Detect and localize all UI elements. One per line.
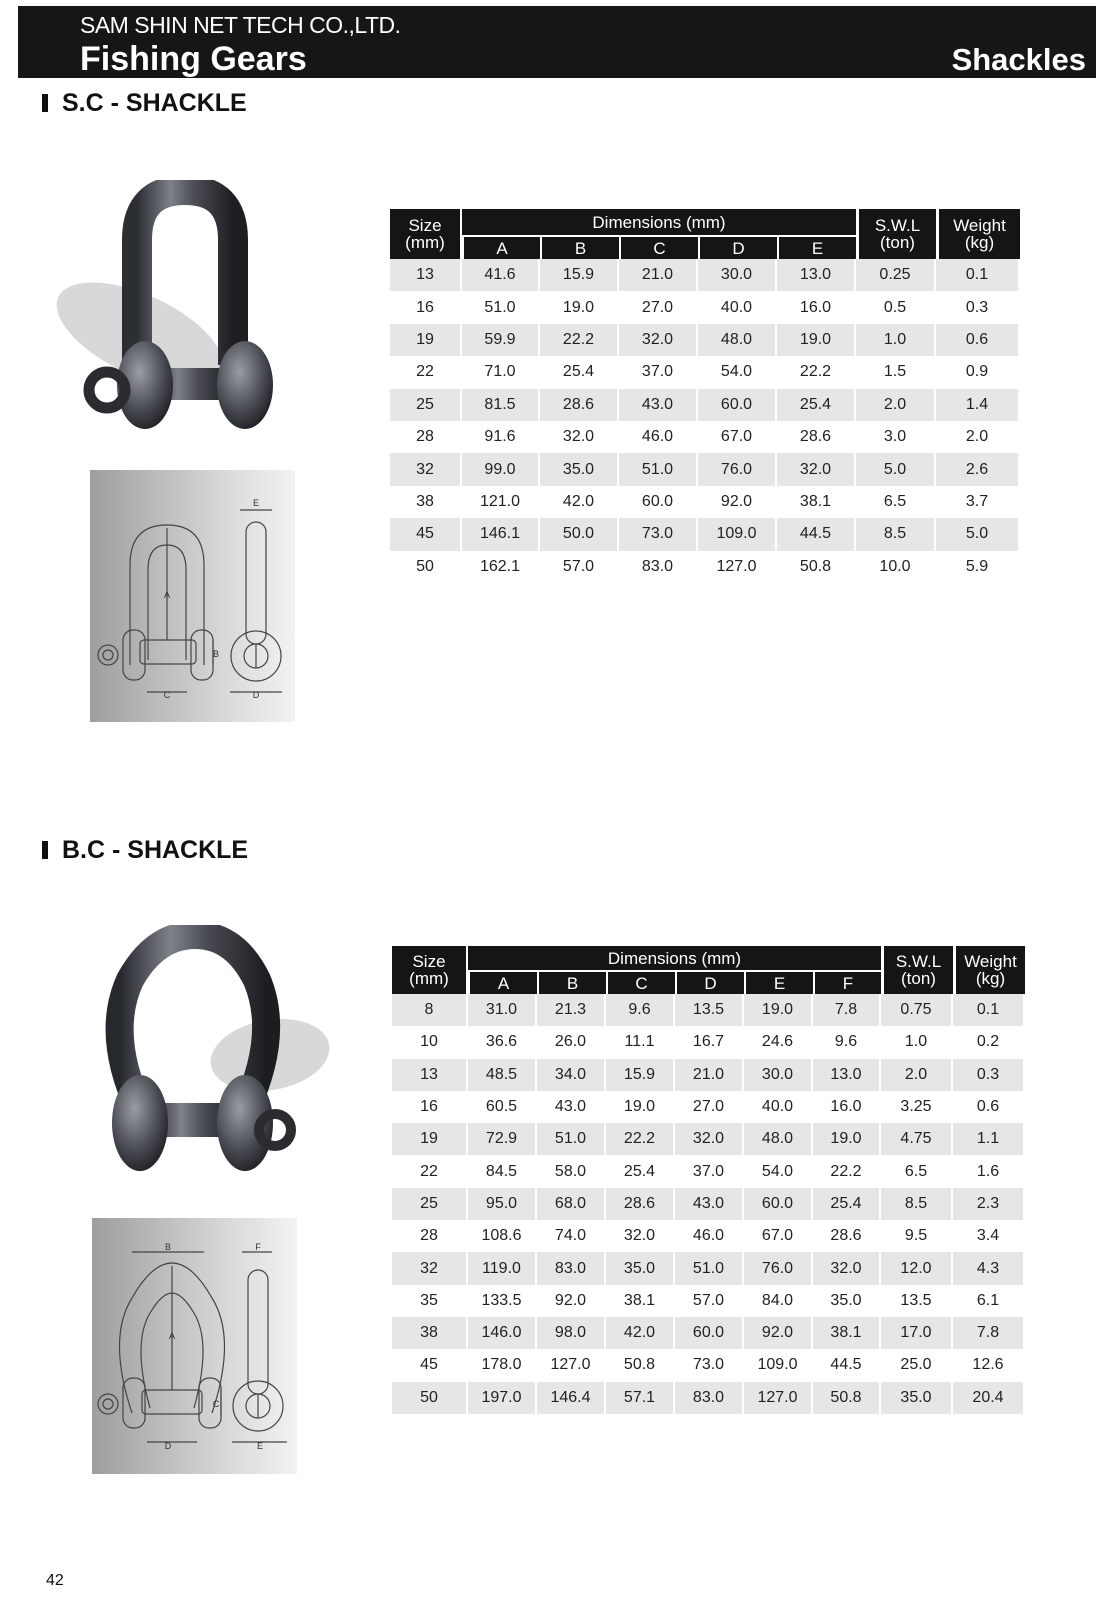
- table-cell: 119.0: [468, 1252, 537, 1284]
- table-cell: 15.9: [606, 1059, 675, 1091]
- table-cell: 35.0: [606, 1252, 675, 1284]
- table-cell: 67.0: [744, 1220, 813, 1252]
- table-cell: 21.0: [675, 1059, 744, 1091]
- table-cell: 43.0: [675, 1188, 744, 1220]
- table-cell: 46.0: [675, 1220, 744, 1252]
- table-cell: 42.0: [606, 1317, 675, 1349]
- table-cell: 68.0: [537, 1188, 606, 1220]
- table-cell: 54.0: [698, 356, 777, 388]
- table-cell: 8.5: [881, 1188, 953, 1220]
- table-cell: 0.75: [881, 994, 953, 1026]
- table-cell: 22.2: [777, 356, 856, 388]
- table-cell: 178.0: [468, 1349, 537, 1381]
- section-title: Shackles: [951, 42, 1086, 77]
- table-cell: 30.0: [698, 259, 777, 291]
- bc-column-header: C: [606, 970, 675, 994]
- heading-bar-icon: [42, 841, 48, 859]
- bc-table-body: [392, 994, 1025, 1414]
- table-cell: 25.4: [777, 389, 856, 421]
- table-cell: 99.0: [462, 453, 540, 485]
- table-cell: 41.6: [462, 259, 540, 291]
- table-cell: 54.0: [744, 1155, 813, 1187]
- table-row: [390, 324, 1020, 356]
- table-cell: 57.0: [675, 1285, 744, 1317]
- table-cell: 1.6: [953, 1155, 1025, 1187]
- table-cell: 2.0: [936, 421, 1020, 453]
- table-cell: 0.3: [953, 1059, 1025, 1091]
- table-cell: 71.0: [462, 356, 540, 388]
- table-row: [390, 389, 1020, 421]
- table-cell: 108.6: [468, 1220, 537, 1252]
- bc-diagram-label-e: E: [256, 1441, 264, 1451]
- table-cell: 50: [392, 1382, 468, 1414]
- table-cell: 13: [390, 259, 462, 291]
- table-cell: 109.0: [744, 1349, 813, 1381]
- table-cell: 48.0: [744, 1123, 813, 1155]
- table-cell: 50.8: [813, 1382, 881, 1414]
- table-cell: 19.0: [540, 291, 619, 323]
- table-cell: 1.4: [936, 389, 1020, 421]
- table-cell: 92.0: [744, 1317, 813, 1349]
- table-cell: 50.8: [777, 551, 856, 583]
- table-cell: 13.0: [813, 1059, 881, 1091]
- table-cell: 25: [390, 389, 462, 421]
- table-cell: 8: [392, 994, 468, 1026]
- table-cell: 162.1: [462, 551, 540, 583]
- table-cell: 25.4: [540, 356, 619, 388]
- table-row: [392, 1317, 1025, 1349]
- table-cell: 74.0: [537, 1220, 606, 1252]
- table-cell: 10: [392, 1026, 468, 1058]
- table-cell: 51.0: [675, 1252, 744, 1284]
- table-cell: 59.9: [462, 324, 540, 356]
- table-row: [392, 1188, 1025, 1220]
- table-cell: 146.1: [462, 518, 540, 550]
- table-cell: 6.5: [856, 486, 936, 518]
- bc-shackle-heading-text: B.C - SHACKLE: [62, 836, 249, 864]
- table-cell: 81.5: [462, 389, 540, 421]
- sc-shackle-heading: [42, 89, 247, 118]
- bc-diagram-label-f: F: [255, 1242, 261, 1252]
- table-cell: 32: [392, 1252, 468, 1284]
- table-cell: 25.0: [881, 1349, 953, 1381]
- table-cell: 98.0: [537, 1317, 606, 1349]
- table-cell: 91.6: [462, 421, 540, 453]
- bc-column-header: B: [537, 970, 606, 994]
- table-row: [392, 994, 1025, 1026]
- table-cell: 4.3: [953, 1252, 1025, 1284]
- page-number: 42: [46, 1572, 64, 1589]
- bc-dimensions-header: Dimensions (mm): [468, 946, 881, 970]
- table-cell: 48.5: [468, 1059, 537, 1091]
- sc-shackle-diagram: [90, 470, 295, 722]
- table-row: [392, 1285, 1025, 1317]
- table-cell: 92.0: [698, 486, 777, 518]
- table-cell: 26.0: [537, 1026, 606, 1058]
- bc-diagram-label-b: B: [164, 1242, 172, 1252]
- table-row: [392, 1382, 1025, 1414]
- sc-weight-header: [936, 209, 1020, 259]
- page-header: [18, 6, 1096, 78]
- bc-weight-unit: (kg): [975, 969, 1006, 988]
- table-cell: 22.2: [813, 1155, 881, 1187]
- bc-weight-label: Weight: [964, 952, 1017, 971]
- table-cell: 5.9: [936, 551, 1020, 583]
- table-cell: 2.3: [953, 1188, 1025, 1220]
- table-cell: 83.0: [619, 551, 698, 583]
- table-cell: 0.2: [953, 1026, 1025, 1058]
- table-cell: 51.0: [537, 1123, 606, 1155]
- sc-column-header: A: [462, 235, 540, 259]
- table-cell: 28: [392, 1220, 468, 1252]
- sc-table-body: [390, 259, 1020, 583]
- bc-column-header: A: [468, 970, 537, 994]
- table-cell: 9.5: [881, 1220, 953, 1252]
- table-cell: 40.0: [698, 291, 777, 323]
- table-cell: 8.5: [856, 518, 936, 550]
- table-cell: 19: [390, 324, 462, 356]
- table-cell: 28.6: [606, 1188, 675, 1220]
- table-cell: 60.0: [619, 486, 698, 518]
- table-cell: 25.4: [606, 1155, 675, 1187]
- table-cell: 92.0: [537, 1285, 606, 1317]
- table-cell: 4.75: [881, 1123, 953, 1155]
- table-cell: 121.0: [462, 486, 540, 518]
- sc-swl-unit: (ton): [880, 233, 915, 252]
- sc-diagram-label-a: A: [163, 590, 171, 600]
- sc-column-header: C: [619, 235, 698, 259]
- table-cell: 1.1: [953, 1123, 1025, 1155]
- sc-column-header: B: [540, 235, 619, 259]
- table-cell: 0.25: [856, 259, 936, 291]
- table-cell: 83.0: [537, 1252, 606, 1284]
- table-row: [390, 518, 1020, 550]
- table-cell: 35.0: [813, 1285, 881, 1317]
- table-cell: 127.0: [537, 1349, 606, 1381]
- table-cell: 9.6: [606, 994, 675, 1026]
- bc-shackle-diagram: [92, 1218, 297, 1474]
- sc-weight-label: Weight: [953, 216, 1006, 235]
- table-row: [392, 1091, 1025, 1123]
- table-cell: 51.0: [619, 453, 698, 485]
- table-cell: 16: [392, 1091, 468, 1123]
- table-row: [392, 1059, 1025, 1091]
- table-cell: 28: [390, 421, 462, 453]
- table-cell: 58.0: [537, 1155, 606, 1187]
- bc-diagram-label-d: D: [164, 1441, 172, 1451]
- bc-column-header: F: [813, 970, 881, 994]
- table-cell: 83.0: [675, 1382, 744, 1414]
- table-cell: 16.0: [813, 1091, 881, 1123]
- sc-diagram-label-e: E: [252, 498, 260, 508]
- table-cell: 3.25: [881, 1091, 953, 1123]
- catalog-title: Fishing Gears: [80, 40, 307, 78]
- table-cell: 32.0: [777, 453, 856, 485]
- table-cell: 73.0: [619, 518, 698, 550]
- table-cell: 20.4: [953, 1382, 1025, 1414]
- table-row: [392, 1155, 1025, 1187]
- table-cell: 9.6: [813, 1026, 881, 1058]
- table-cell: 60.0: [698, 389, 777, 421]
- bc-size-header: [392, 946, 468, 994]
- table-cell: 32.0: [540, 421, 619, 453]
- table-cell: 1.0: [881, 1026, 953, 1058]
- table-cell: 43.0: [537, 1091, 606, 1123]
- table-cell: 60.0: [675, 1317, 744, 1349]
- company-name: SAM SHIN NET TECH CO.,LTD.: [80, 12, 401, 38]
- table-cell: 12.6: [953, 1349, 1025, 1381]
- table-cell: 25.4: [813, 1188, 881, 1220]
- table-cell: 0.9: [936, 356, 1020, 388]
- table-cell: 44.5: [777, 518, 856, 550]
- table-cell: 30.0: [744, 1059, 813, 1091]
- table-cell: 50: [390, 551, 462, 583]
- table-cell: 146.0: [468, 1317, 537, 1349]
- heading-bar-icon: [42, 94, 48, 112]
- table-cell: 16.0: [777, 291, 856, 323]
- table-cell: 32.0: [813, 1252, 881, 1284]
- sc-swl-header: [856, 209, 936, 259]
- table-cell: 0.5: [856, 291, 936, 323]
- table-cell: 22: [390, 356, 462, 388]
- table-cell: 10.0: [856, 551, 936, 583]
- table-cell: 51.0: [462, 291, 540, 323]
- sc-spec-table: [390, 209, 1020, 583]
- table-cell: 19: [392, 1123, 468, 1155]
- table-cell: 76.0: [744, 1252, 813, 1284]
- table-cell: 19.0: [606, 1091, 675, 1123]
- sc-swl-label: S.W.L: [874, 216, 921, 235]
- table-cell: 27.0: [675, 1091, 744, 1123]
- bc-diagram-label-c: C: [212, 1399, 220, 1409]
- table-cell: 127.0: [698, 551, 777, 583]
- table-row: [390, 421, 1020, 453]
- table-cell: 7.8: [953, 1317, 1025, 1349]
- table-row: [392, 1220, 1025, 1252]
- table-cell: 32.0: [619, 324, 698, 356]
- table-cell: 6.5: [881, 1155, 953, 1187]
- table-row: [390, 486, 1020, 518]
- table-cell: 0.1: [936, 259, 1020, 291]
- sc-size-unit: (mm): [405, 233, 445, 252]
- table-cell: 50.8: [606, 1349, 675, 1381]
- table-cell: 0.1: [953, 994, 1025, 1026]
- table-cell: 3.7: [936, 486, 1020, 518]
- table-cell: 21.3: [537, 994, 606, 1026]
- bc-column-header: E: [744, 970, 813, 994]
- sc-diagram-label-d: D: [252, 690, 260, 700]
- sc-size-label: Size: [408, 216, 442, 235]
- table-row: [390, 259, 1020, 291]
- table-cell: 22.2: [606, 1123, 675, 1155]
- table-cell: 31.0: [468, 994, 537, 1026]
- table-cell: 37.0: [619, 356, 698, 388]
- table-cell: 15.9: [540, 259, 619, 291]
- table-cell: 46.0: [619, 421, 698, 453]
- table-row: [390, 551, 1020, 583]
- table-cell: 45: [392, 1349, 468, 1381]
- table-cell: 43.0: [619, 389, 698, 421]
- table-cell: 60.0: [744, 1188, 813, 1220]
- bc-swl-unit: (ton): [901, 969, 936, 988]
- table-row: [390, 291, 1020, 323]
- table-cell: 35.0: [881, 1382, 953, 1414]
- table-cell: 197.0: [468, 1382, 537, 1414]
- table-cell: 45: [390, 518, 462, 550]
- table-cell: 146.4: [537, 1382, 606, 1414]
- table-cell: 32.0: [675, 1123, 744, 1155]
- bc-diagram-label-a: A: [168, 1331, 176, 1341]
- table-row: [392, 1252, 1025, 1284]
- table-cell: 6.1: [953, 1285, 1025, 1317]
- sc-size-header: [390, 209, 462, 259]
- bc-weight-header: [953, 946, 1025, 994]
- table-cell: 24.6: [744, 1026, 813, 1058]
- table-cell: 17.0: [881, 1317, 953, 1349]
- bc-swl-header: [881, 946, 953, 994]
- table-cell: 32: [390, 453, 462, 485]
- table-cell: 11.1: [606, 1026, 675, 1058]
- table-cell: 16.7: [675, 1026, 744, 1058]
- table-cell: 13.5: [675, 994, 744, 1026]
- sc-shackle-photo: [45, 180, 295, 445]
- table-cell: 27.0: [619, 291, 698, 323]
- bc-shackle-heading: [42, 836, 248, 865]
- table-cell: 48.0: [698, 324, 777, 356]
- sc-weight-unit: (kg): [964, 233, 995, 252]
- table-cell: 0.6: [953, 1091, 1025, 1123]
- table-cell: 32.0: [606, 1220, 675, 1252]
- table-cell: 57.1: [606, 1382, 675, 1414]
- table-cell: 1.0: [856, 324, 936, 356]
- table-cell: 5.0: [856, 453, 936, 485]
- table-cell: 19.0: [777, 324, 856, 356]
- table-cell: 13.5: [881, 1285, 953, 1317]
- sc-dimensions-header: Dimensions (mm): [462, 209, 856, 235]
- table-cell: 5.0: [936, 518, 1020, 550]
- table-cell: 19.0: [813, 1123, 881, 1155]
- table-cell: 25: [392, 1188, 468, 1220]
- sc-column-header: D: [698, 235, 777, 259]
- table-cell: 19.0: [744, 994, 813, 1026]
- table-cell: 22: [392, 1155, 468, 1187]
- table-row: [392, 1123, 1025, 1155]
- table-cell: 16: [390, 291, 462, 323]
- table-cell: 127.0: [744, 1382, 813, 1414]
- table-cell: 2.0: [881, 1059, 953, 1091]
- table-cell: 2.6: [936, 453, 1020, 485]
- table-cell: 0.3: [936, 291, 1020, 323]
- sc-shackle-heading-text: S.C - SHACKLE: [62, 89, 247, 117]
- bc-shackle-photo: [95, 925, 335, 1190]
- table-cell: 38.1: [813, 1317, 881, 1349]
- table-cell: 0.6: [936, 324, 1020, 356]
- bc-size-unit: (mm): [409, 969, 449, 988]
- table-cell: 57.0: [540, 551, 619, 583]
- sc-column-header: E: [777, 235, 856, 259]
- table-cell: 40.0: [744, 1091, 813, 1123]
- table-cell: 73.0: [675, 1349, 744, 1381]
- table-cell: 13: [392, 1059, 468, 1091]
- table-cell: 50.0: [540, 518, 619, 550]
- sc-diagram-label-c: C: [163, 690, 171, 700]
- table-row: [390, 453, 1020, 485]
- table-cell: 38.1: [606, 1285, 675, 1317]
- bc-column-header: D: [675, 970, 744, 994]
- table-cell: 72.9: [468, 1123, 537, 1155]
- table-cell: 21.0: [619, 259, 698, 291]
- table-cell: 12.0: [881, 1252, 953, 1284]
- table-cell: 84.0: [744, 1285, 813, 1317]
- table-row: [392, 1349, 1025, 1381]
- table-cell: 28.6: [777, 421, 856, 453]
- table-cell: 13.0: [777, 259, 856, 291]
- table-cell: 37.0: [675, 1155, 744, 1187]
- table-cell: 133.5: [468, 1285, 537, 1317]
- table-cell: 76.0: [698, 453, 777, 485]
- table-cell: 22.2: [540, 324, 619, 356]
- table-cell: 2.0: [856, 389, 936, 421]
- table-cell: 28.6: [813, 1220, 881, 1252]
- table-cell: 42.0: [540, 486, 619, 518]
- table-cell: 7.8: [813, 994, 881, 1026]
- table-cell: 38.1: [777, 486, 856, 518]
- table-cell: 38: [392, 1317, 468, 1349]
- table-row: [390, 356, 1020, 388]
- table-cell: 35: [392, 1285, 468, 1317]
- table-cell: 67.0: [698, 421, 777, 453]
- sc-diagram-label-b: B: [212, 649, 220, 659]
- table-cell: 95.0: [468, 1188, 537, 1220]
- table-cell: 28.6: [540, 389, 619, 421]
- table-cell: 1.5: [856, 356, 936, 388]
- bc-size-label: Size: [412, 952, 446, 971]
- table-row: [392, 1026, 1025, 1058]
- table-cell: 60.5: [468, 1091, 537, 1123]
- table-cell: 35.0: [540, 453, 619, 485]
- bc-spec-table: [392, 946, 1025, 1414]
- table-cell: 3.4: [953, 1220, 1025, 1252]
- table-cell: 3.0: [856, 421, 936, 453]
- table-cell: 44.5: [813, 1349, 881, 1381]
- table-cell: 38: [390, 486, 462, 518]
- table-cell: 36.6: [468, 1026, 537, 1058]
- table-cell: 84.5: [468, 1155, 537, 1187]
- table-cell: 109.0: [698, 518, 777, 550]
- table-cell: 34.0: [537, 1059, 606, 1091]
- bc-swl-label: S.W.L: [895, 952, 942, 971]
